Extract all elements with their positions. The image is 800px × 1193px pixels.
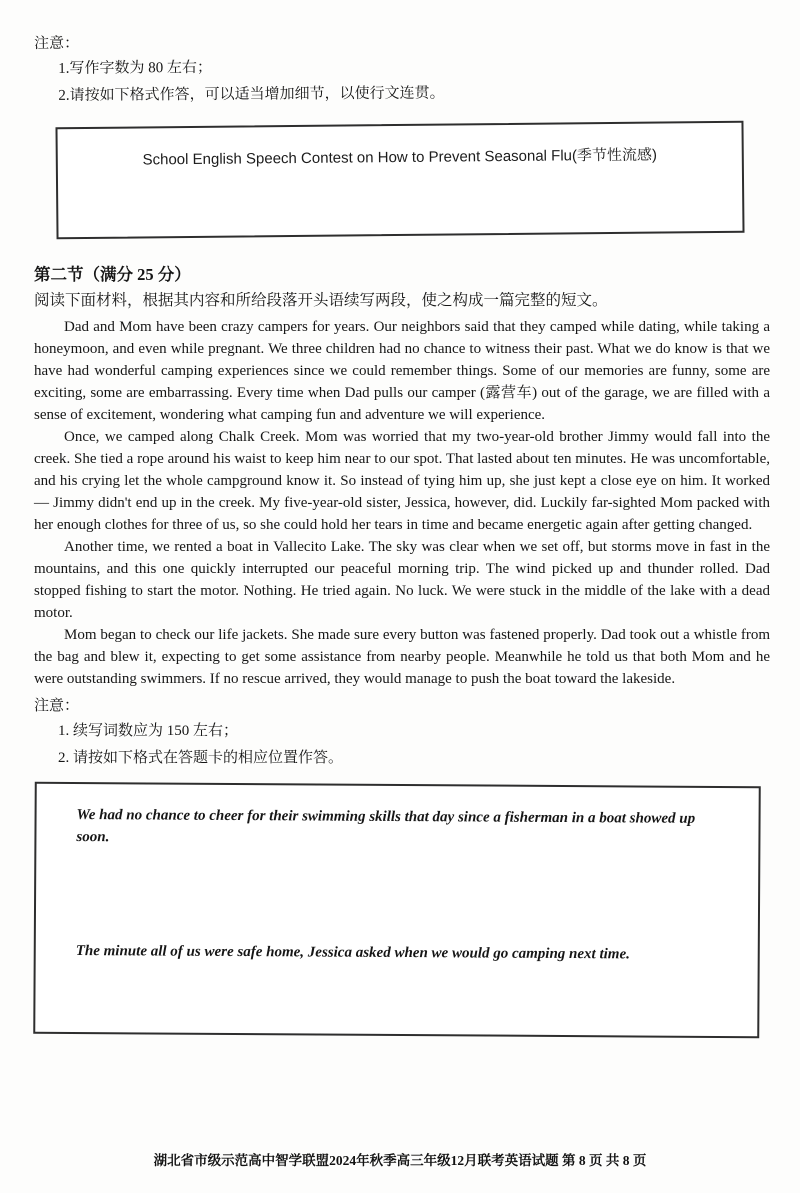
notice-item-word-count: 1.写作字数为 80 左右； [58, 59, 213, 77]
passage-paragraph-1: Dad and Mom have been crazy campers for years. Our neighbors said that they camped while dating, while taking a honeymoon, and even while pregnant. We three children had no chance to witness their past. What we do know is that we have had wonderful camping experiences since we could remember things. Some of our memories are funny, some are exciting, some are embarrassing. Every time when Dad pulls our camper (露营车) out of the garage, we are filled with a sense of excitement, wondering what camping fun and adventure we will experience. [34, 319, 770, 423]
passage-paragraph-3: Another time, we rented a boat in Vallecito Lake. The sky was clear when we set off, but storms move in fast in the mountains, and this one quickly interrupted our peaceful morning trip. The wind picked up and thunder rolled. Dad stopped fishing to start the motor. Nothing. He tried again. No luck. We were stuck in the middle of the lake with a dead motor. [34, 539, 770, 621]
speech-contest-title: School English Speech Contest on How to Prevent Seasonal Flu(季节性流感) [142, 146, 658, 169]
passage-paragraph-2: Once, we camped along Chalk Creek. Mom was worried that my two-year-old brother Jimmy would fall into the creek. She tied a rope around his waist to keep him near to our spot. That lasted about ten minutes. He was uncomfortable, and his crying let the whole campground know it. So instead of tying him up, she just kept a close eye on him. It worked — Jimmy didn't end up in the creek. My five-year-old sister, Jessica, however, did. Luckily far-sighted Mom packed with her enough clothes for three of us, so she could hold her tears in time and became energetic again after getting changed. [34, 429, 770, 533]
continuation-answer-box [33, 782, 761, 1038]
notice-item-answer-sheet: 2. 请按如下格式在答题卡的相应位置作答。 [58, 750, 344, 766]
page-footer: 湖北省市级示范高中智学联盟2024年秋季高三年级12月联考英语试题 第 8 页 共 8 页 [153, 1153, 647, 1168]
passage-paragraph-4: Mom began to check our life jackets. She made sure every button was fastened properly. Dad took out a whistle from the bag and blew it, expecting to get some assistance from nearby people. Meanwhile he told us that both Mom and he were outstanding swimmers. If no rescue arrived, they would manage to push the boat toward the lakeside. [34, 627, 770, 687]
continuation-notice-block [34, 694, 770, 772]
notice-item-format: 2.请按如下格式作答，可以适当增加细节，以使行文连贯。 [58, 85, 445, 104]
writing-notice-block [34, 28, 770, 110]
notice-item-word-count: 1. 续写词数应为 150 左右； [58, 723, 239, 739]
section-two-heading: 第二节（满分 25 分） [34, 265, 191, 284]
notice-heading: 注意： [34, 698, 80, 714]
notice-heading: 注意： [34, 35, 80, 52]
speech-answer-box [55, 121, 744, 240]
continuation-opening-sentence-1: We had no chance to cheer for their swimming skills that day since a fisherman in a boat showed up soon. [76, 807, 696, 846]
continuation-opening-sentence-2: The minute all of us were safe home, Jessica asked when we would go camping next time. [75, 943, 630, 963]
section-two-instruction: 阅读下面材料，根据其内容和所给段落开头语续写两段，使之构成一篇完整的短文。 [34, 292, 608, 309]
reading-passage [34, 316, 770, 690]
